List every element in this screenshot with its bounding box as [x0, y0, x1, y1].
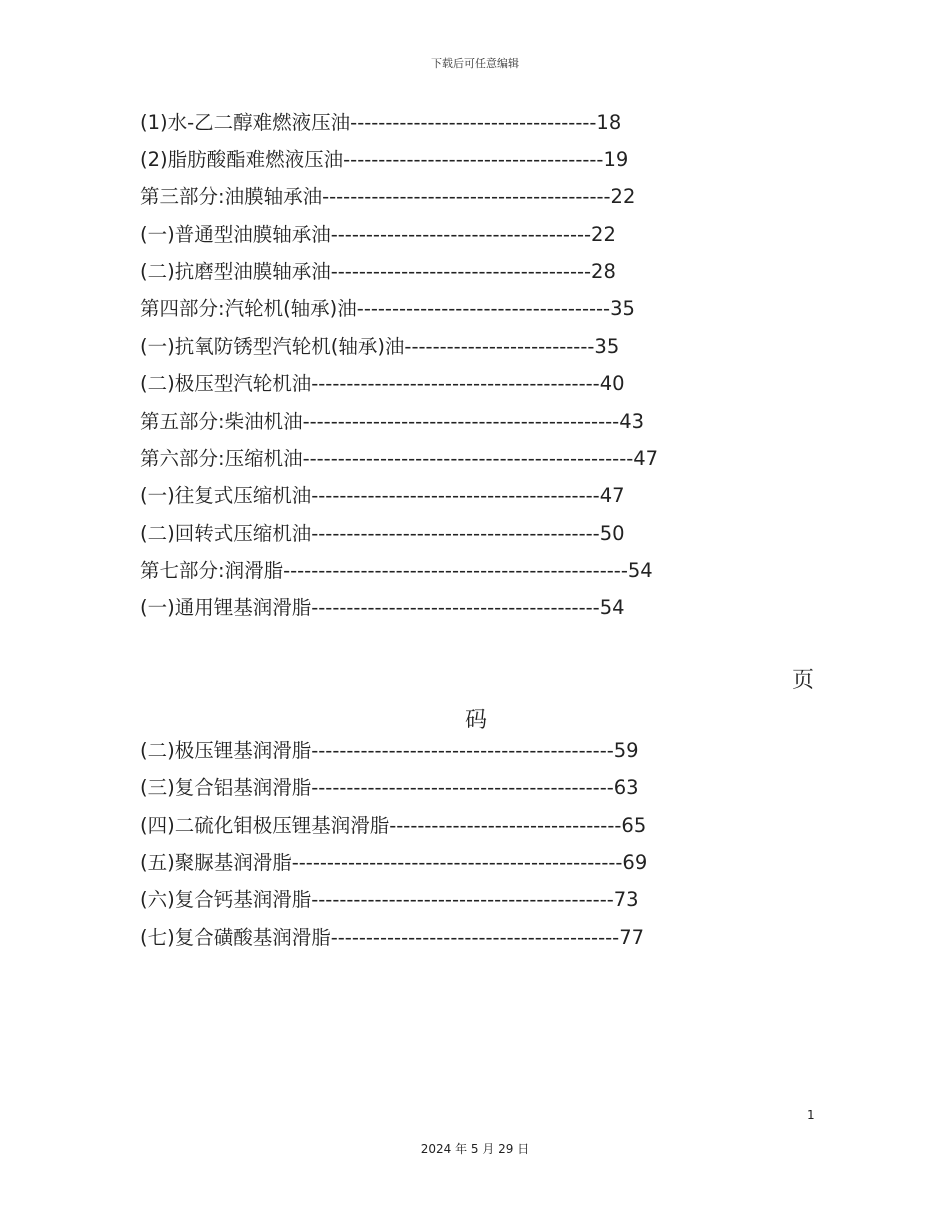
toc-entry: (一)往复式压缩机油-----------------------------------------47 [140, 484, 625, 507]
toc-entry: (七)复合磺酸基润滑脂-----------------------------------------77 [140, 926, 645, 949]
page-footer-date: 2024 年 5 月 29 日 [420, 1142, 530, 1156]
toc-entry: (二)极压锂基润滑脂-------------------------------------------59 [140, 739, 639, 762]
toc-entry: (六)复合钙基润滑脂-------------------------------------------73 [140, 888, 639, 911]
toc-entry: (2)脂肪酸酯难燃液压油-------------------------------------19 [140, 148, 629, 171]
toc-entry: (三)复合铝基润滑脂-------------------------------------------63 [140, 776, 639, 799]
toc-entry: (1)水-乙二醇难燃液压油-----------------------------------18 [140, 111, 622, 134]
toc-entry: (二)抗磨型油膜轴承油-------------------------------------28 [140, 260, 616, 283]
toc-entry: (四)二硫化钼极压锂基润滑脂---------------------------------65 [140, 814, 647, 837]
toc-entry: (一)通用锂基润滑脂-----------------------------------------54 [140, 596, 625, 619]
page-heading-char-2: 码 [465, 708, 488, 733]
toc-entry: (一)抗氧防锈型汽轮机(轴承)油---------------------------35 [140, 335, 620, 358]
toc-entry: (二)极压型汽轮机油-----------------------------------------40 [140, 372, 625, 395]
toc-entry: 第六部分:压缩机油-----------------------------------------------47 [140, 447, 659, 470]
page-heading-char-1: 页 [792, 668, 815, 693]
toc-entry: (二)回转式压缩机油-----------------------------------------50 [140, 522, 625, 545]
page-header: 下载后可任意编辑 [431, 57, 519, 70]
toc-entry: (五)聚脲基润滑脂-----------------------------------------------69 [140, 851, 648, 874]
toc-entry: 第五部分:柴油机油---------------------------------------------43 [140, 410, 645, 433]
toc-entry: (一)普通型油膜轴承油-------------------------------------22 [140, 223, 616, 246]
toc-entry: 第三部分:油膜轴承油-----------------------------------------22 [140, 185, 636, 208]
toc-entry: 第四部分:汽轮机(轴承)油------------------------------------35 [140, 297, 635, 320]
toc-entry: 第七部分:润滑脂-------------------------------------------------54 [140, 559, 653, 582]
page-number: 1 [807, 1108, 815, 1122]
